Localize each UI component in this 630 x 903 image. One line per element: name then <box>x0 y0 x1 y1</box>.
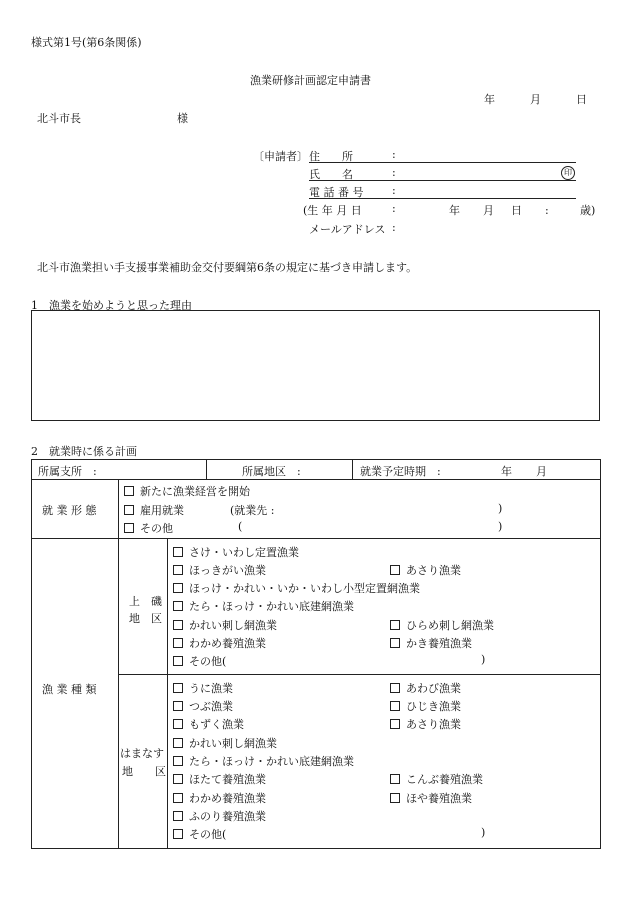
hamanasu-option-label: つぶ漁業 <box>189 700 233 713</box>
checkbox-icon <box>173 583 183 593</box>
seal-icon <box>561 165 575 180</box>
kamiiso-option[interactable] <box>173 617 277 633</box>
schedule-cell[interactable] <box>353 460 601 480</box>
checkbox-icon <box>124 505 134 515</box>
kamiiso-option-label: ほっきがい漁業 <box>189 564 266 577</box>
kamiiso-option[interactable] <box>173 580 420 596</box>
hamanasu-other-close: ) <box>481 826 486 839</box>
district-cell[interactable] <box>207 460 353 480</box>
checkbox-icon <box>173 547 183 557</box>
branch-cell[interactable] <box>32 460 207 480</box>
hamanasu-option-label: ふのり養殖漁業 <box>189 810 266 823</box>
hamanasu-option-label: その他( <box>189 828 227 841</box>
email-colon: : <box>392 221 396 234</box>
date-day: 日 <box>576 93 587 106</box>
other-close: ) <box>498 520 503 533</box>
page-title: 漁業研修計画認定申請書 <box>250 74 371 87</box>
address-line <box>309 162 576 163</box>
checkbox-icon <box>173 829 183 839</box>
hamanasu-option-label: ほたて養殖漁業 <box>189 773 266 786</box>
kamiiso-option-label: たら・ほっけ・かれい底建網漁業 <box>189 600 354 613</box>
reason-textarea[interactable] <box>31 310 600 421</box>
hamanasu-option-label: こんぶ養殖漁業 <box>406 773 483 786</box>
employment-type-label: 就 業 形 態 <box>42 504 97 517</box>
kamiiso-other-close: ) <box>481 653 486 666</box>
hamanasu-option[interactable] <box>390 716 461 732</box>
checkbox-icon <box>173 774 183 784</box>
section2-heading: 2 就業時に係る計画 <box>31 445 137 458</box>
kamiiso-option-label: かき養殖漁業 <box>406 637 472 650</box>
phone-line <box>309 198 576 199</box>
checkbox-icon <box>390 565 400 575</box>
hamanasu-option-label: あわび漁業 <box>406 682 461 695</box>
address-colon: : <box>392 148 396 161</box>
checkbox-icon <box>124 523 134 533</box>
emp-option-new-label: 新たに漁業経営を開始 <box>140 485 250 498</box>
hamanasu-option-label: あさり漁業 <box>406 718 461 731</box>
branch-label: 所属支所 : <box>38 465 97 478</box>
hamanasu-option-label: わかめ養殖漁業 <box>189 792 266 805</box>
checkbox-icon <box>173 638 183 648</box>
plan-table <box>31 459 601 849</box>
employer-label: (就業先 : <box>230 504 275 517</box>
kamiiso-option[interactable] <box>173 635 266 651</box>
hamanasu-option[interactable] <box>173 698 233 714</box>
applicant-label: 〔申請者〕 <box>253 150 308 163</box>
fishery-type-header <box>32 539 119 849</box>
schedule-year: 年 <box>501 465 513 478</box>
emp-option-hired-label: 雇用就業 <box>140 504 184 517</box>
statement: 北斗市漁業担い手支援事業補助金交付要綱第6条の規定に基づき申請します。 <box>37 261 418 274</box>
name-label: 氏 名 <box>309 168 353 181</box>
district-label: 所属地区 : <box>242 465 301 478</box>
date-month: 月 <box>530 93 541 106</box>
kamiiso-option[interactable] <box>173 544 299 560</box>
kamiiso-option-other[interactable] <box>173 653 226 669</box>
hamanasu-option[interactable] <box>390 698 461 714</box>
hamanasu-option-label: たら・ほっけ・かれい底建網漁業 <box>189 755 354 768</box>
emp-option-other-label: その他 <box>140 522 173 535</box>
hamanasu-option[interactable] <box>173 808 266 824</box>
checkbox-icon <box>173 738 183 748</box>
hamanasu-option-label: ひじき漁業 <box>406 700 461 713</box>
hamanasu-header <box>119 675 168 849</box>
hamanasu-option[interactable] <box>173 790 266 806</box>
hamanasu-option[interactable] <box>173 771 266 787</box>
hamanasu-option[interactable] <box>390 771 483 787</box>
hamanasu-option-label: もずく漁業 <box>189 718 244 731</box>
hamanasu-option-label: ほや養殖漁業 <box>406 792 472 805</box>
fishery-type-label: 漁 業 種 類 <box>42 683 97 696</box>
hamanasu-option-other[interactable] <box>173 826 226 842</box>
kamiiso-label-2: 地 区 <box>129 612 162 625</box>
checkbox-icon <box>173 601 183 611</box>
kamiiso-option[interactable] <box>390 562 461 578</box>
checkbox-icon <box>173 701 183 711</box>
checkbox-icon <box>173 565 183 575</box>
checkbox-icon <box>390 620 400 630</box>
hamanasu-label-1: はまなす <box>120 747 164 760</box>
checkbox-icon <box>173 811 183 821</box>
kamiiso-option-label: かれい刺し網漁業 <box>189 619 277 632</box>
hamanasu-option[interactable] <box>390 790 472 806</box>
checkbox-icon <box>390 701 400 711</box>
hamanasu-options <box>168 675 601 849</box>
email-label: メールアドレス <box>309 223 386 236</box>
kamiiso-option[interactable] <box>390 635 472 651</box>
checkbox-icon <box>173 656 183 666</box>
emp-option-new[interactable] <box>124 483 250 499</box>
name-line <box>309 180 576 181</box>
birth-colon: : <box>392 202 396 215</box>
hamanasu-option-label: うに漁業 <box>189 682 233 695</box>
kamiiso-option-label: あさり漁業 <box>406 564 461 577</box>
birth-label: (生 年 月 日 <box>303 204 362 217</box>
checkbox-icon <box>390 774 400 784</box>
birth-colon-2: : <box>545 204 549 217</box>
schedule-label: 就業予定時期 : <box>360 465 441 478</box>
emp-option-other[interactable] <box>124 520 173 536</box>
phone-label: 電 話 番 号 <box>309 186 364 199</box>
birth-year: 年 <box>449 204 460 217</box>
checkbox-icon <box>173 793 183 803</box>
checkbox-icon <box>173 620 183 630</box>
kamiiso-option-label: その他( <box>189 655 227 668</box>
emp-option-hired[interactable] <box>124 502 184 518</box>
kamiiso-header <box>119 539 168 675</box>
hamanasu-option[interactable] <box>390 680 461 696</box>
kamiiso-option[interactable] <box>390 617 494 633</box>
hamanasu-option[interactable] <box>173 753 354 769</box>
address-label: 住 所 <box>309 150 353 163</box>
kamiiso-option-label: さけ・いわし定置漁業 <box>189 546 299 559</box>
employer-close: ) <box>498 502 503 515</box>
checkbox-icon <box>390 638 400 648</box>
kamiiso-options <box>168 539 601 675</box>
schedule-month: 月 <box>536 465 548 478</box>
hamanasu-option[interactable] <box>173 680 233 696</box>
kamiiso-option-label: わかめ養殖漁業 <box>189 637 266 650</box>
kamiiso-option[interactable] <box>173 598 354 614</box>
birth-month: 月 <box>483 204 494 217</box>
checkbox-icon <box>390 683 400 693</box>
other-open: ( <box>238 520 243 533</box>
section1-heading: 1 漁業を始めようと思った理由 <box>31 299 192 312</box>
seal-mark: 印 <box>561 166 575 180</box>
phone-colon: : <box>392 184 396 197</box>
kamiiso-option-label: ひらめ刺し網漁業 <box>406 619 494 632</box>
checkbox-icon <box>173 683 183 693</box>
form-number: 様式第1号(第6条関係) <box>31 36 142 49</box>
employment-type-options <box>119 480 601 539</box>
addressee-name: 北斗市長 <box>37 112 81 125</box>
hamanasu-label-2: 地 区 <box>122 765 166 778</box>
checkbox-icon <box>390 793 400 803</box>
hamanasu-option-label: かれい刺し網漁業 <box>189 737 277 750</box>
employment-type-header <box>32 480 119 539</box>
hamanasu-option[interactable] <box>173 735 277 751</box>
name-colon: : <box>392 166 396 179</box>
date-year: 年 <box>484 93 495 106</box>
checkbox-icon <box>173 756 183 766</box>
checkbox-icon <box>390 719 400 729</box>
addressee-honorific: 様 <box>177 112 188 125</box>
kamiiso-option[interactable] <box>173 562 266 578</box>
checkbox-icon <box>124 486 134 496</box>
kamiiso-option-label: ほっけ・かれい・いか・いわし小型定置網漁業 <box>189 582 420 595</box>
birth-day: 日 <box>511 204 522 217</box>
kamiiso-label-1: 上 磯 <box>129 595 162 608</box>
hamanasu-option[interactable] <box>173 716 244 732</box>
checkbox-icon <box>173 719 183 729</box>
age-label: 歳) <box>580 204 596 217</box>
